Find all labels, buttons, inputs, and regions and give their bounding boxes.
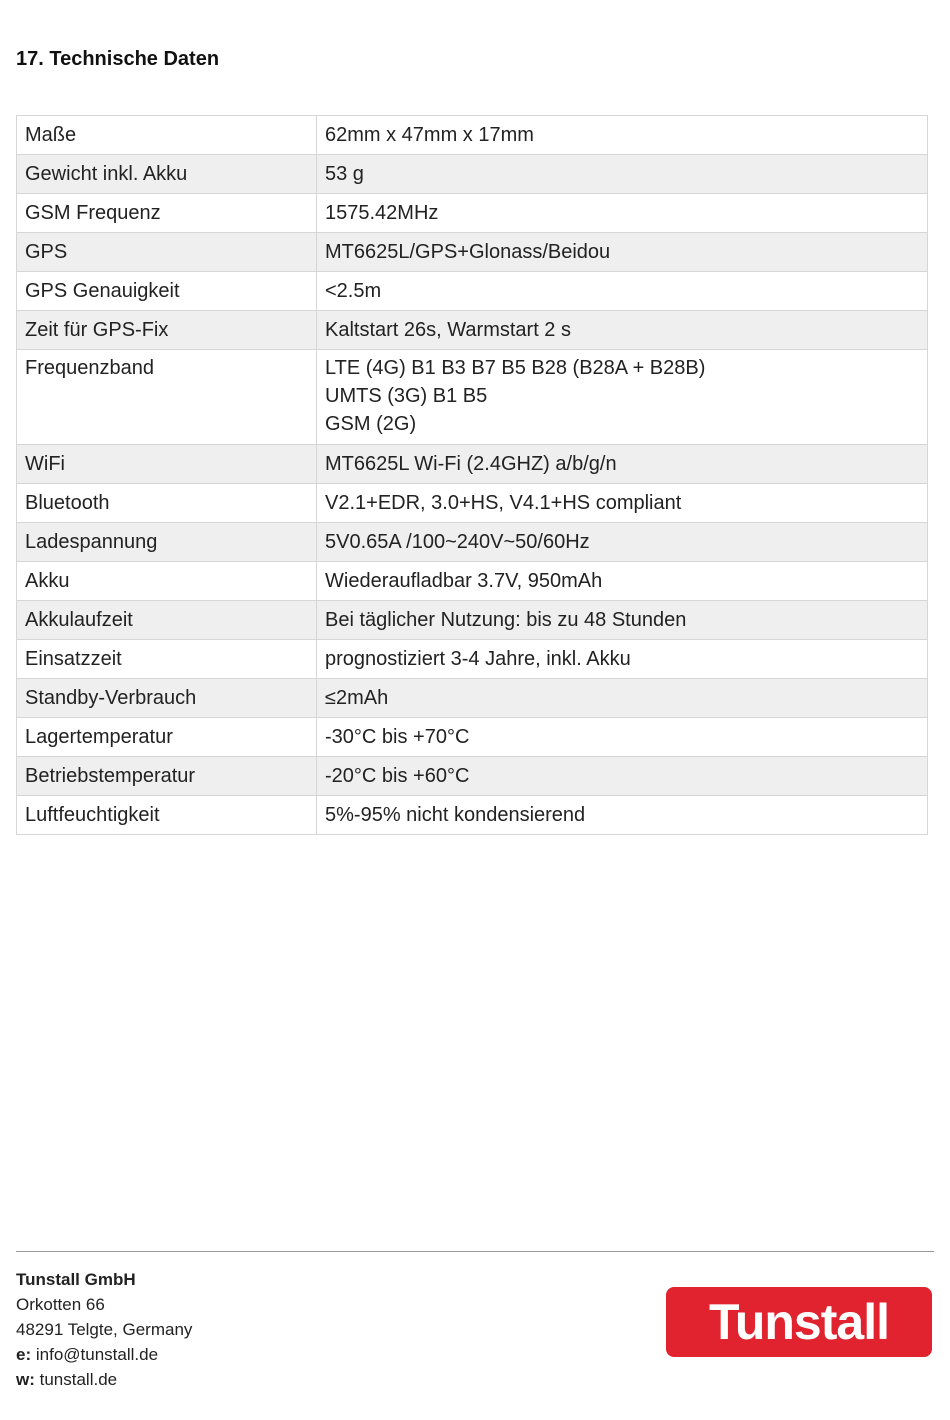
spec-value-line: MT6625L Wi-Fi (2.4GHZ) a/b/g/n bbox=[325, 453, 617, 475]
spec-value bbox=[317, 445, 928, 484]
spec-value bbox=[317, 484, 928, 523]
spec-label: GSM Frequenz bbox=[17, 194, 317, 233]
spec-row bbox=[17, 757, 928, 796]
spec-label: Gewicht inkl. Akku bbox=[17, 155, 317, 194]
spec-table bbox=[16, 115, 928, 835]
spec-value-line: 1575.42MHz bbox=[325, 202, 439, 224]
spec-value-line: GSM (2G) bbox=[325, 413, 417, 435]
spec-value bbox=[317, 155, 928, 194]
spec-value-line: MT6625L/GPS+Glonass/Beidou bbox=[325, 241, 611, 263]
spec-label: GPS Genauigkeit bbox=[17, 272, 317, 311]
spec-label: Lagertemperatur bbox=[17, 718, 317, 757]
spec-row bbox=[17, 116, 928, 155]
spec-value-line: LTE (4G) B1 B3 B7 B5 B28 (B28A + B28B) bbox=[325, 357, 706, 379]
spec-value-line: V2.1+EDR, 3.0+HS, V4.1+HS compliant bbox=[325, 492, 682, 514]
spec-value-line: -30°C bis +70°C bbox=[325, 726, 470, 748]
spec-value-line: 62mm x 47mm x 17mm bbox=[325, 124, 534, 146]
spec-value-line: ≤2mAh bbox=[325, 687, 389, 709]
footer-email[interactable]: info@tunstall.de bbox=[35, 1345, 159, 1364]
spec-row bbox=[17, 718, 928, 757]
spec-row bbox=[17, 272, 928, 311]
spec-value bbox=[317, 718, 928, 757]
spec-row bbox=[17, 445, 928, 484]
spec-value bbox=[317, 272, 928, 311]
footer-city: 48291 Telgte, Germany bbox=[16, 1320, 193, 1339]
spec-label: Maße bbox=[17, 116, 317, 155]
spec-value bbox=[317, 116, 928, 155]
spec-value-line: 5%-95% nicht kondensierend bbox=[325, 804, 586, 826]
spec-label: Betriebstemperatur bbox=[17, 757, 317, 796]
spec-value bbox=[317, 640, 928, 679]
footer-web-line bbox=[16, 1367, 192, 1392]
section-title: 17. Technische Daten bbox=[16, 48, 220, 70]
spec-row bbox=[17, 601, 928, 640]
spec-value bbox=[317, 679, 928, 718]
spec-label: Akkulaufzeit bbox=[17, 601, 317, 640]
spec-row bbox=[17, 679, 928, 718]
spec-value-line: Bei täglicher Nutzung: bis zu 48 Stunden bbox=[325, 609, 687, 631]
spec-label: Frequenzband bbox=[17, 350, 317, 445]
footer-email-line bbox=[16, 1342, 192, 1367]
spec-row bbox=[17, 523, 928, 562]
spec-label: Bluetooth bbox=[17, 484, 317, 523]
spec-label: Einsatzzeit bbox=[17, 640, 317, 679]
spec-value bbox=[317, 311, 928, 350]
spec-label: Zeit für GPS-Fix bbox=[17, 311, 317, 350]
spec-value bbox=[317, 233, 928, 272]
spec-row bbox=[17, 796, 928, 835]
spec-value bbox=[317, 194, 928, 233]
spec-row bbox=[17, 350, 928, 445]
spec-table-body bbox=[17, 116, 928, 835]
footer-web-label: w: bbox=[16, 1370, 35, 1389]
spec-value bbox=[317, 796, 928, 835]
spec-row bbox=[17, 311, 928, 350]
spec-row bbox=[17, 484, 928, 523]
spec-label: Ladespannung bbox=[17, 523, 317, 562]
spec-value-line: 53 g bbox=[325, 163, 364, 185]
spec-value-line: prognostiziert 3-4 Jahre, inkl. Akku bbox=[325, 648, 631, 670]
spec-value bbox=[317, 562, 928, 601]
spec-value-line: Wiederaufladbar 3.7V, 950mAh bbox=[325, 570, 603, 592]
spec-value bbox=[317, 523, 928, 562]
spec-row bbox=[17, 155, 928, 194]
spec-value-line: 5V0.65A /100~240V~50/60Hz bbox=[325, 531, 590, 553]
spec-row bbox=[17, 640, 928, 679]
spec-label: WiFi bbox=[17, 445, 317, 484]
footer-address bbox=[16, 1267, 192, 1392]
spec-value bbox=[317, 601, 928, 640]
spec-value-line: <2.5m bbox=[325, 280, 382, 302]
footer-company: Tunstall GmbH bbox=[16, 1270, 136, 1289]
footer-email-label: e: bbox=[16, 1345, 32, 1364]
spec-label: Luftfeuchtigkeit bbox=[17, 796, 317, 835]
spec-value-line: Kaltstart 26s, Warmstart 2 s bbox=[325, 319, 571, 341]
tunstall-logo bbox=[666, 1287, 932, 1357]
spec-row bbox=[17, 194, 928, 233]
spec-label: GPS bbox=[17, 233, 317, 272]
spec-label: Standby-Verbrauch bbox=[17, 679, 317, 718]
spec-value bbox=[317, 350, 928, 445]
spec-row bbox=[17, 562, 928, 601]
spec-label: Akku bbox=[17, 562, 317, 601]
spec-row bbox=[17, 233, 928, 272]
footer-street: Orkotten 66 bbox=[16, 1295, 105, 1314]
logo-text: Tunstall bbox=[709, 1294, 889, 1350]
spec-value-line: UMTS (3G) B1 B5 bbox=[325, 385, 488, 407]
footer-web[interactable]: tunstall.de bbox=[39, 1370, 118, 1389]
footer-divider bbox=[16, 1251, 934, 1252]
spec-value-line: -20°C bis +60°C bbox=[325, 765, 470, 787]
spec-value bbox=[317, 757, 928, 796]
